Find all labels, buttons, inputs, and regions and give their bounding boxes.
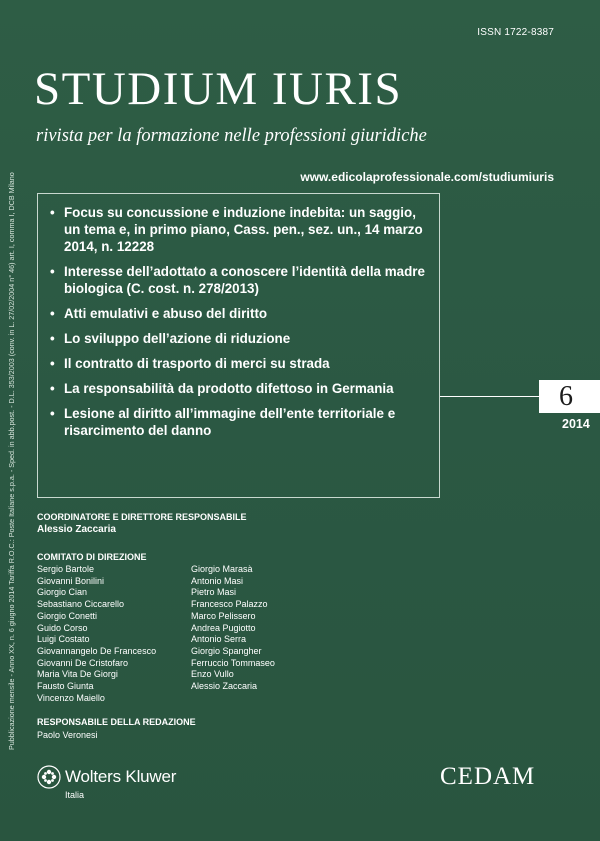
website-url: www.edicolaprofessionale.com/studiumiuris — [300, 170, 554, 184]
committee-member: Giovanni De Cristofaro — [37, 657, 129, 668]
contents-item-text: Lesione al diritto all’immagine dell’ente territoriale e risarcimento del danno — [64, 406, 396, 438]
contents-item-text: Focus su concussione e induzione indebita: un saggio, un tema e, in primo piano, Cass. pen., sez. un., 14 marzo 2014, n. 12228 — [64, 205, 423, 254]
committee-column-1 — [37, 564, 156, 704]
committee-member: Giovanni Bonilini — [37, 575, 105, 586]
wolters-kluwer-logo-icon — [37, 765, 61, 794]
committee-member: Enzo Vullo — [191, 669, 234, 680]
issn: ISSN 1722-8387 — [477, 27, 554, 38]
committee-member: Maria Vita De Giorgi — [37, 669, 118, 680]
committee-member: Giorgio Cian — [37, 587, 88, 598]
bullet-icon: • — [50, 205, 55, 220]
contents-item-text: Il contratto di trasporto di merci su strada — [64, 356, 330, 371]
committee-member: Antonio Masi — [191, 575, 244, 586]
committee-member: Pietro Masi — [191, 587, 237, 598]
committee-label: COMITATO DI DIREZIONE — [37, 552, 147, 562]
bullet-icon: • — [50, 356, 55, 371]
contents-item — [50, 405, 429, 439]
committee-member: Antonio Serra — [191, 634, 247, 645]
journal-title: STUDIUM IURIS — [34, 63, 403, 115]
committee-member: Giorgio Marasà — [191, 564, 253, 574]
committee-column-2 — [191, 564, 275, 693]
editor-name: Paolo Veronesi — [37, 730, 98, 740]
committee-member: Vincenzo Maiello — [37, 692, 105, 703]
issue-number: 6 — [539, 380, 600, 413]
bullet-icon: • — [50, 381, 55, 396]
contents-item — [50, 330, 429, 347]
committee-member: Sergio Bartole — [37, 564, 95, 574]
journal-subtitle: rivista per la formazione nelle professioni giuridiche — [36, 126, 427, 146]
committee-member: Giovannangelo De Francesco — [37, 645, 157, 656]
committee-member: Alessio Zaccaria — [191, 681, 258, 692]
contents-item — [50, 380, 429, 397]
contents-item-text: Interesse dell’adottato a conoscere l’identità della madre biologica (C. cost. n. 278/2013) — [64, 264, 425, 296]
bullet-icon: • — [50, 331, 55, 346]
committee-member: Luigi Costato — [37, 634, 90, 645]
editor-label: RESPONSABILE DELLA REDAZIONE — [37, 717, 196, 727]
issue-year: 2014 — [562, 417, 590, 431]
contents-item-text: La responsabilità da prodotto difettoso in Germania — [64, 381, 394, 396]
contents-item — [50, 263, 429, 297]
contents-item-text: Atti emulativi e abuso del diritto — [64, 306, 268, 321]
committee-member: Andrea Pugiotto — [191, 622, 256, 633]
bullet-icon: • — [50, 306, 55, 321]
contents-item — [50, 305, 429, 322]
issue-divider — [440, 396, 539, 397]
contents-item-text: Lo sviluppo dell’azione di riduzione — [64, 331, 291, 346]
contents-list — [38, 194, 439, 439]
contents-box — [37, 193, 440, 498]
bullet-icon: • — [50, 406, 55, 421]
director-name: Alessio Zaccaria — [37, 524, 116, 535]
publisher-name: Wolters Kluwer — [65, 767, 177, 786]
committee-member: Giorgio Spangher — [191, 645, 262, 656]
committee-member: Guido Corso — [37, 622, 88, 633]
committee-member: Fausto Giunta — [37, 681, 94, 692]
imprint-logo: CEDAM — [440, 763, 536, 790]
contents-item — [50, 355, 429, 372]
publisher-country: Italia — [65, 790, 85, 800]
publication-info-vertical: Pubblicazione mensile - Anno XX, n. 6 giugno 2014 Tariffa R.O.C.: Poste Italiane s.p.a. - Sped. in abb.post. - D.L. 353/2003 (conv. in L. 27/02/2004 n° 46) art. I, comma I, DCB Milano — [7, 172, 16, 750]
contents-item — [50, 204, 429, 255]
committee-member: Giorgio Conetti — [37, 610, 98, 621]
bullet-icon: • — [50, 264, 55, 279]
committee-member: Sebastiano Ciccarello — [37, 599, 125, 610]
director-label: COORDINATORE E DIRETTORE RESPONSABILE — [37, 512, 247, 522]
committee-member: Marco Pelissero — [191, 610, 256, 621]
committee-member: Ferruccio Tommaseo — [191, 657, 275, 668]
committee-member: Francesco Palazzo — [191, 599, 268, 610]
